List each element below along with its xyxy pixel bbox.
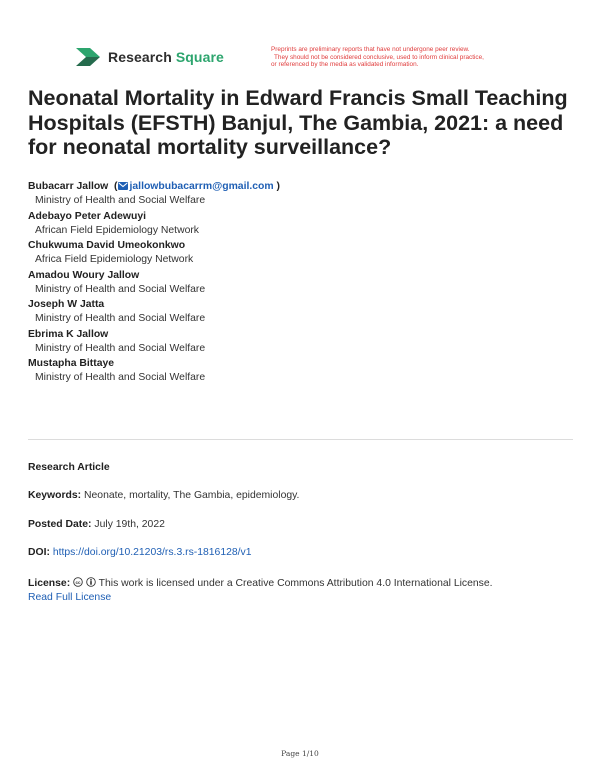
creative-commons-icon [73, 577, 83, 587]
disclaimer-line: They should not be considered conclusive, used to inform clinical practice, [274, 53, 484, 61]
keywords [28, 489, 573, 503]
article-type: Research Article [28, 462, 110, 473]
preprint-disclaimer [271, 46, 571, 69]
page-number: Page 1/10 [281, 749, 319, 758]
envelope-icon [118, 182, 128, 190]
keywords-value: Neonate, mortality, The Gambia, epidemiology. [84, 490, 300, 501]
author-entry [28, 298, 568, 328]
license-label: License: [28, 578, 71, 589]
author-affiliation: Africa Field Epidemiology Network [35, 254, 194, 265]
doi-link[interactable]: https://doi.org/10.21203/rs.3.rs-1816128/v1 [52, 547, 252, 558]
brand-name [108, 49, 224, 65]
page-header [0, 0, 600, 80]
keywords-label: Keywords: [28, 490, 82, 501]
license-text: This work is licensed under a Creative Commons Attribution 4.0 International License. [98, 578, 493, 589]
author-entry [28, 357, 568, 387]
read-full-license-link[interactable]: Read Full License [28, 592, 112, 603]
brand-name-part2: Square [175, 49, 224, 65]
author-entry [28, 210, 568, 240]
author-name: Chukwuma David Umeokonkwo [28, 240, 186, 251]
author-entry [28, 239, 568, 269]
disclaimer-line: or referenced by the media as validated information. [271, 61, 419, 69]
author-entry [28, 180, 568, 210]
author-affiliation: Ministry of Health and Social Welfare [35, 342, 206, 354]
author-affiliation: Ministry of Health and Social Welfare [35, 195, 206, 206]
author-entry [28, 328, 568, 358]
research-square-logo-icon [76, 48, 102, 66]
author-name: Bubacarr Jallow ( jallowbubacarrm@gmail.com ) [28, 181, 280, 192]
section-divider [28, 439, 573, 440]
author-email: jallowbubacarrm@gmail.com [129, 181, 274, 192]
brand-name-part1: Research [108, 49, 172, 65]
author-affiliation: Ministry of Health and Social Welfare [35, 313, 206, 324]
attribution-icon [86, 577, 96, 587]
svg-text:cc: cc [75, 580, 81, 585]
author-affiliation: Ministry of Health and Social Welfare [35, 372, 206, 383]
author-email-link[interactable] [118, 181, 274, 192]
author-list [28, 180, 568, 387]
doi-label: DOI: [28, 547, 50, 558]
author-name: Mustapha Bittaye [28, 358, 115, 369]
author-name: Joseph W Jatta [28, 299, 105, 310]
author-affiliation: African Field Epidemiology Network [35, 224, 200, 236]
author-affiliation: Ministry of Health and Social Welfare [35, 283, 206, 295]
research-square-logo[interactable] [76, 48, 224, 66]
license [28, 577, 573, 605]
posted-date [28, 518, 573, 532]
author-name: Amadou Woury Jallow [28, 269, 140, 281]
posted-date-label: Posted Date: [28, 519, 92, 530]
paper-title: Neonatal Mortality in Edward Francis Small Teaching Hospitals (EFSTH) Banjul, The Gambia, 2021: a need for neonatal mortality surveillance? [28, 86, 568, 159]
doi [28, 546, 573, 560]
author-entry [28, 269, 568, 299]
disclaimer-line: Preprints are preliminary reports that have not undergone peer review. [271, 46, 470, 53]
author-name: Ebrima K Jallow [28, 328, 109, 340]
author-name: Adebayo Peter Adewuyi [28, 210, 146, 222]
posted-date-value: July 19th, 2022 [94, 519, 165, 530]
